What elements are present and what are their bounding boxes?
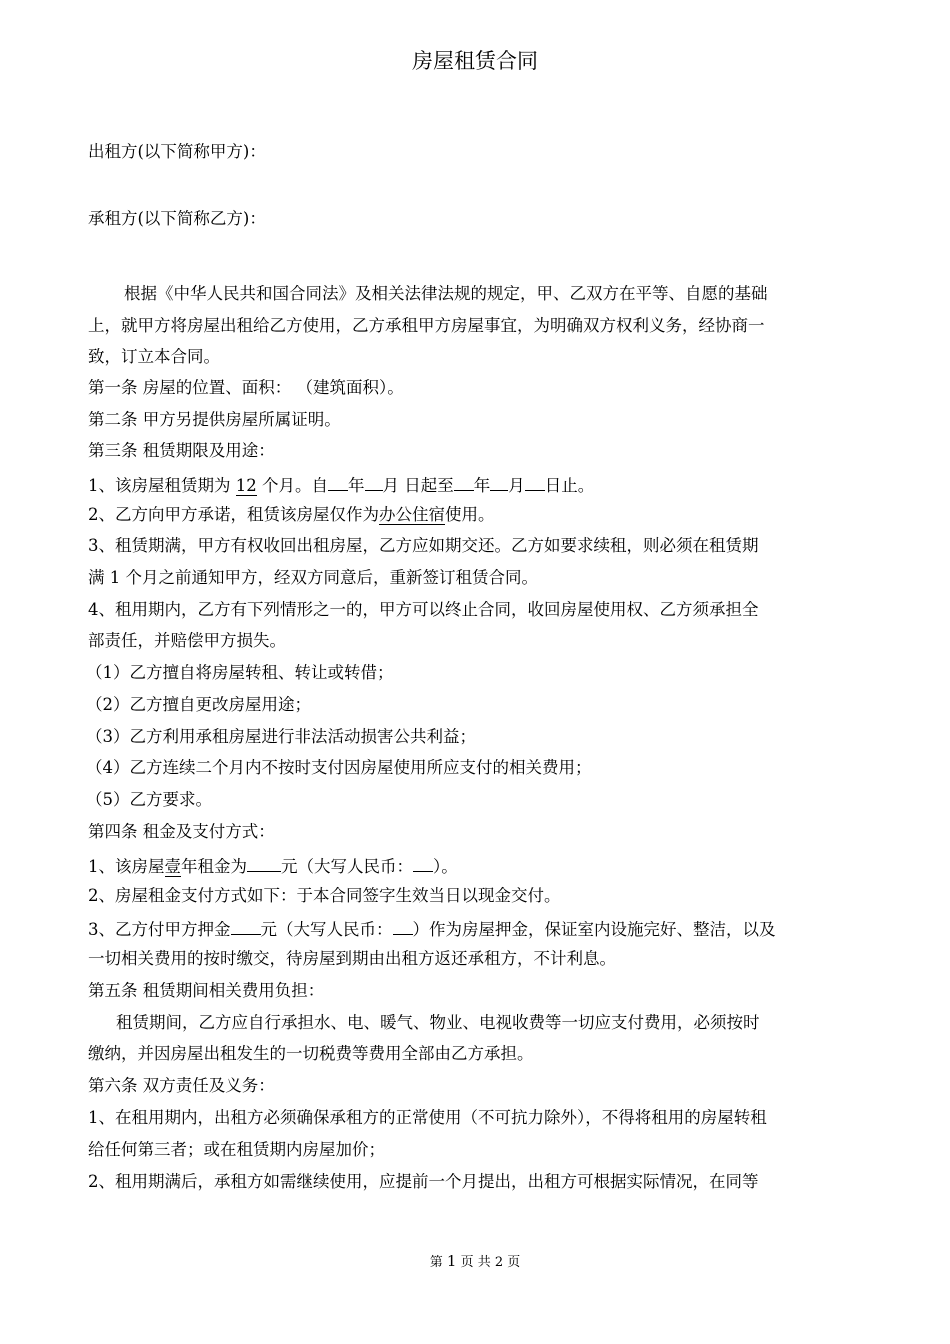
- start-month-blank: [365, 472, 383, 491]
- end-year-blank: [454, 472, 474, 491]
- deposit-amount-blank: [231, 916, 261, 935]
- list-item: （4）乙方连续二个月内不按时支付因房屋使用所应支付的相关费用；: [86, 758, 592, 777]
- end-month-blank: [490, 472, 508, 491]
- list-item: （5）乙方要求。: [86, 790, 212, 809]
- intro-line-3: 致，订立本合同。: [88, 347, 220, 366]
- intro-line-2: 上，就甲方将房屋出租给乙方使用，乙方承租甲方房屋事宜，为明确双方权利义务，经协商一: [88, 316, 765, 335]
- total-pages: 2: [494, 1255, 504, 1270]
- fees-line-1: 租赁期间，乙方应自行承担水、电、暖气、物业、电视收费等一切应支付费用，必须按时: [116, 1013, 760, 1032]
- article-1: 第一条 房屋的位置、面积： （建筑面积）。: [88, 378, 404, 397]
- list-item: （1）乙方擅自将房屋转租、转让或转借；: [86, 663, 394, 682]
- fees-line-2: 缴纳，并因房屋出租发生的一切税费等费用全部由乙方承担。: [88, 1044, 534, 1063]
- article-6-heading: 第六条 双方责任及义务：: [88, 1076, 275, 1095]
- intro-line-1: 根据《中华人民共和国合同法》及相关法律法规的规定，甲、乙双方在平等、自愿的基础: [124, 284, 768, 303]
- duty-2-line-1: 2、租用期满后，承租方如需继续使用，应提前一个月提出，出租方可根据实际情况，在同等: [88, 1172, 759, 1191]
- rent-amount-blank: [247, 853, 281, 872]
- rent-uppercase-blank: [413, 853, 433, 872]
- renewal-line-1: 3、租赁期满，甲方有权收回出租房屋，乙方应如期交还。乙方如要求续租，则必须在租赁期: [88, 536, 759, 555]
- duty-1-line-1: 1、在租用期内，出租方必须确保承租方的正常使用（不可抗力除外），不得将租用的房屋转租: [88, 1108, 767, 1127]
- rent-years: 壹: [164, 857, 181, 876]
- deposit-line-2: 一切相关费用的按时缴交，待房屋到期由出租方返还承租方，不计利息。: [88, 949, 616, 968]
- party-b-label: 承租方(以下简称乙方)：: [88, 209, 266, 228]
- party-a-label: 出租方(以下简称甲方)：: [88, 142, 266, 161]
- renewal-line-2: 满 1 个月之前通知甲方，经双方同意后，重新签订租赁合同。: [88, 568, 538, 587]
- article-5-heading: 第五条 租赁期间相关费用负担：: [88, 981, 325, 1000]
- article-4-heading: 第四条 租金及支付方式：: [88, 822, 275, 841]
- payment-method-line: 2、房屋租金支付方式如下：于本合同签字生效当日以现金交付。: [88, 886, 561, 905]
- document-title: 房屋租赁合同: [412, 49, 538, 73]
- rent-amount-line: 1、该房屋壹年租金为 元（大写人民币： ）。: [88, 853, 868, 878]
- lease-term-line: 1、该房屋租赁期为 12 个月。自 年 月 日起至 年 月 日止。: [88, 472, 868, 497]
- list-item: （2）乙方擅自更改房屋用途；: [86, 695, 311, 714]
- duty-1-line-2: 给任何第三者；或在租赁期内房屋加价；: [88, 1140, 385, 1159]
- lease-use-line: 2、乙方向甲方承诺，租赁该房屋仅作为办公住宿使用。: [88, 505, 495, 524]
- current-page-number: 1: [446, 1252, 457, 1270]
- lease-months: 12: [235, 476, 257, 495]
- end-day-blank: [525, 472, 545, 491]
- lease-use-value: 办公住宿: [379, 505, 445, 524]
- page-footer: 第 1 页 共 2 页: [429, 1252, 521, 1270]
- deposit-uppercase-blank: [393, 916, 413, 935]
- article-3-heading: 第三条 租赁期限及用途：: [88, 441, 275, 460]
- start-year-blank: [328, 472, 348, 491]
- termination-line-1: 4、租用期内，乙方有下列情形之一的，甲方可以终止合同，收回房屋使用权、乙方须承担全: [88, 600, 759, 619]
- list-item: （3）乙方利用承租房屋进行非法活动损害公共利益；: [86, 727, 476, 746]
- termination-line-2: 部责任，并赔偿甲方损失。: [88, 631, 286, 650]
- article-2: 第二条 甲方另提供房屋所属证明。: [88, 410, 341, 429]
- deposit-line-1: 3、乙方付甲方押金 元（大写人民币： ）作为房屋押金，保证室内设施完好、整洁，以及: [88, 916, 868, 941]
